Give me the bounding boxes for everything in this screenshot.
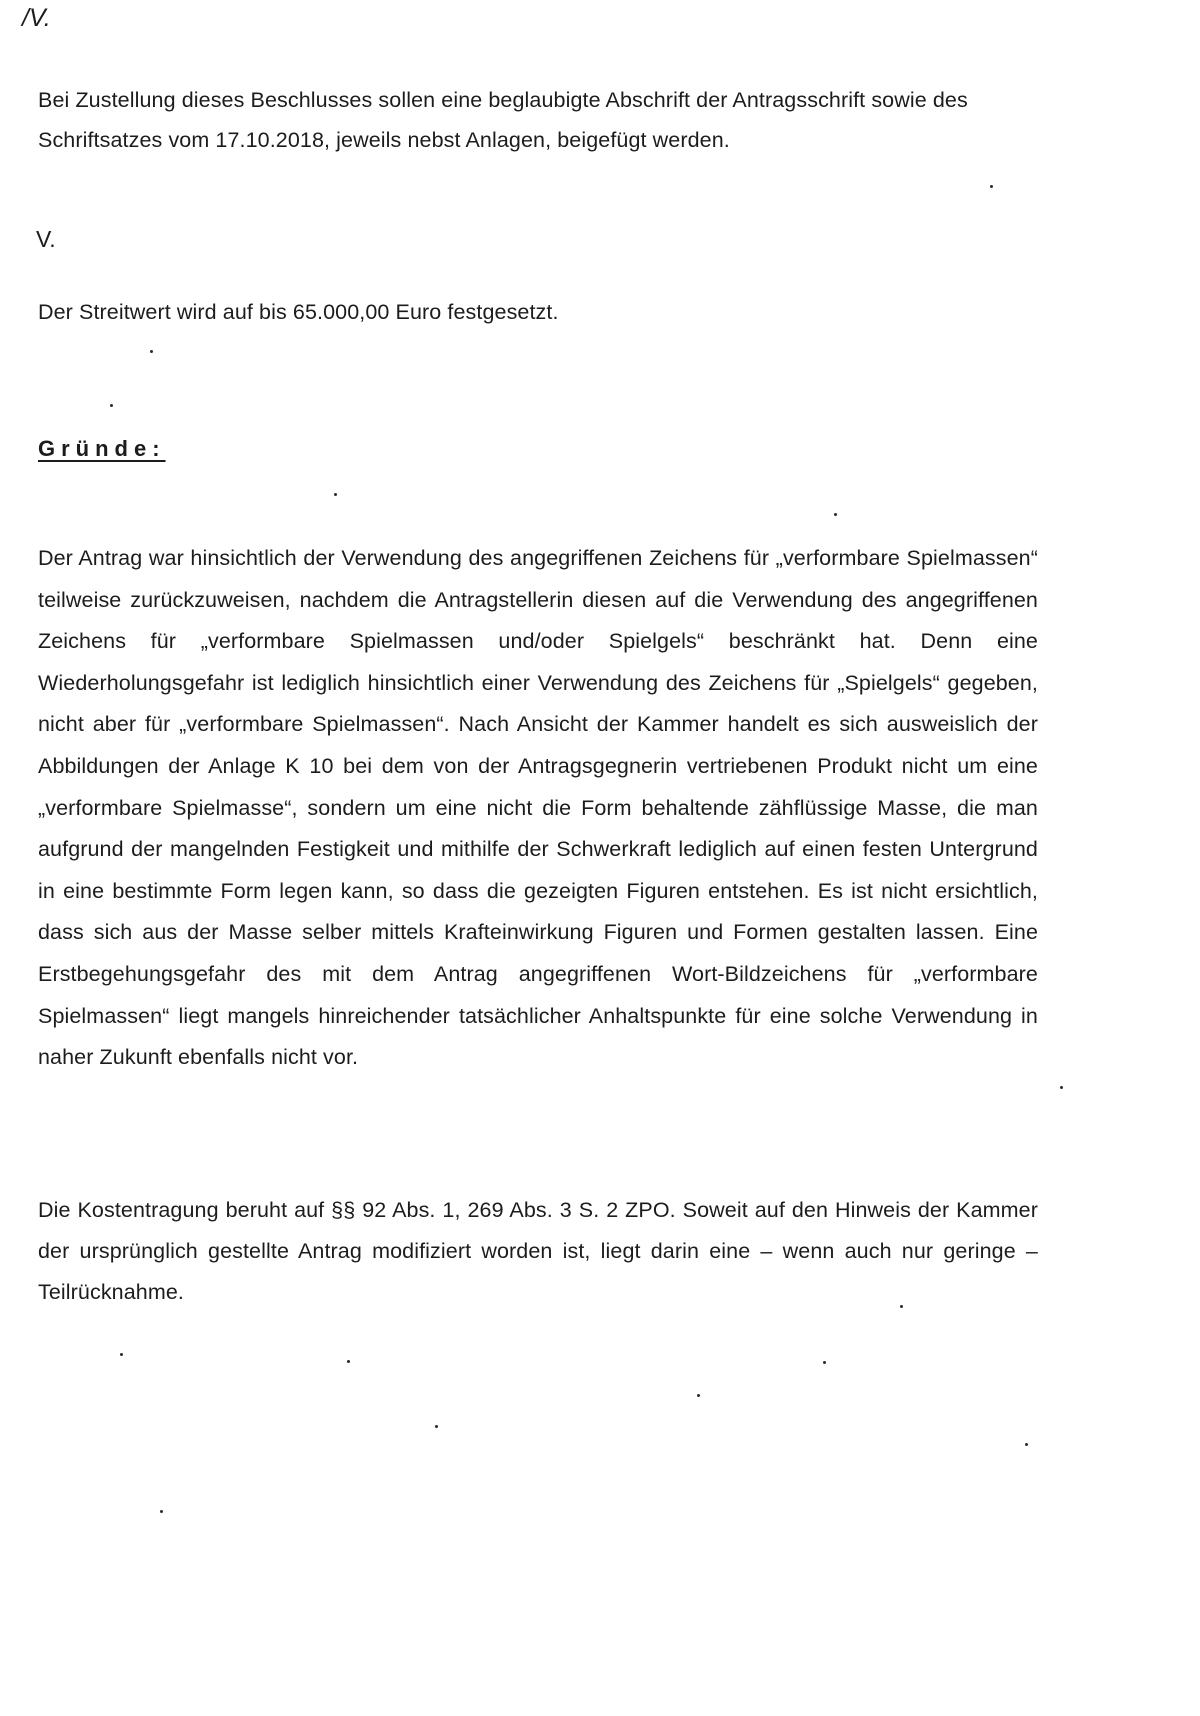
scan-speck xyxy=(435,1425,438,1428)
scan-speck xyxy=(150,350,153,353)
section-heading-v: V. xyxy=(36,226,56,252)
scan-speck xyxy=(120,1353,123,1356)
scan-speck xyxy=(990,185,993,188)
scan-speck xyxy=(697,1394,700,1397)
scan-speck xyxy=(900,1305,903,1308)
scan-speck xyxy=(834,513,837,516)
scan-speck xyxy=(823,1361,826,1364)
paragraph-reasons-main: Der Antrag war hinsichtlich der Verwendung des angegriffenen Zeichens für „verformbare Spielmassen“ teilweise zurückzuweisen, nachdem die Antragstellerin diesen auf die Verwendung des angegriffenen Zeichens für „verformbare Spielmassen und/oder Spielgels“ beschränkt hat. Denn eine Wiederholungsgefahr ist lediglich hinsichtlich einer Verwendung des Zeichens für „Spielgels“ gegeben, nicht aber für „verformbare Spielmassen“. Nach Ansicht der Kammer handelt es sich ausweislich der Abbildungen der Anlage K 10 bei dem von der Antragsgegnerin vertriebenen Produkt nicht um eine „verformbare Spielmasse“, sondern um eine nicht die Form behaltende zähflüssige Masse, die man aufgrund der mangelnden Festigkeit und mithilfe der Schwerkraft lediglich auf einen festen Untergrund in eine bestimmte Form legen kann, so dass die gezeigten Figuren entstehen. Es ist nicht ersichtlich, dass sich aus der Masse selber mittels Krafteinwirkung Figuren und Formen gestalten lassen. Eine Erstbegehungsgefahr des mit dem Antrag angegriffenen Wort-Bildzeichens für „verformbare Spielmassen“ liegt mangels hinreichender tatsächlicher Anhaltspunkte für eine solche Verwendung in naher Zukunft ebenfalls nicht vor. xyxy=(38,546,1038,1070)
scan-speck xyxy=(334,493,337,496)
paragraph-service-instruction: Bei Zustellung dieses Beschlusses sollen eine beglaubigte Abschrift der Antragsschrift sowie des Schriftsatzes vom 17.10.2018, jeweils nebst Anlagen, beigefügt werden. xyxy=(38,88,968,152)
scan-speck xyxy=(160,1510,163,1513)
scan-speck xyxy=(1025,1443,1028,1446)
section-heading-reasons: Gründe: xyxy=(38,436,166,461)
paragraph-costs: Die Kostentragung beruht auf §§ 92 Abs. 1, 269 Abs. 3 S. 2 ZPO. Soweit auf den Hinweis der Kammer der ursprünglich gestellte Antrag modifiziert worden ist, liegt darin eine – wenn auch nur geringe – Teilrücknahme. xyxy=(38,1198,1038,1304)
scan-speck xyxy=(347,1360,350,1363)
section-marker-iv: /V. xyxy=(22,4,51,32)
paragraph-value-in-dispute: Der Streitwert wird auf bis 65.000,00 Euro festgesetzt. xyxy=(38,300,559,324)
scan-speck xyxy=(110,404,113,407)
scan-speck xyxy=(1060,1086,1063,1089)
